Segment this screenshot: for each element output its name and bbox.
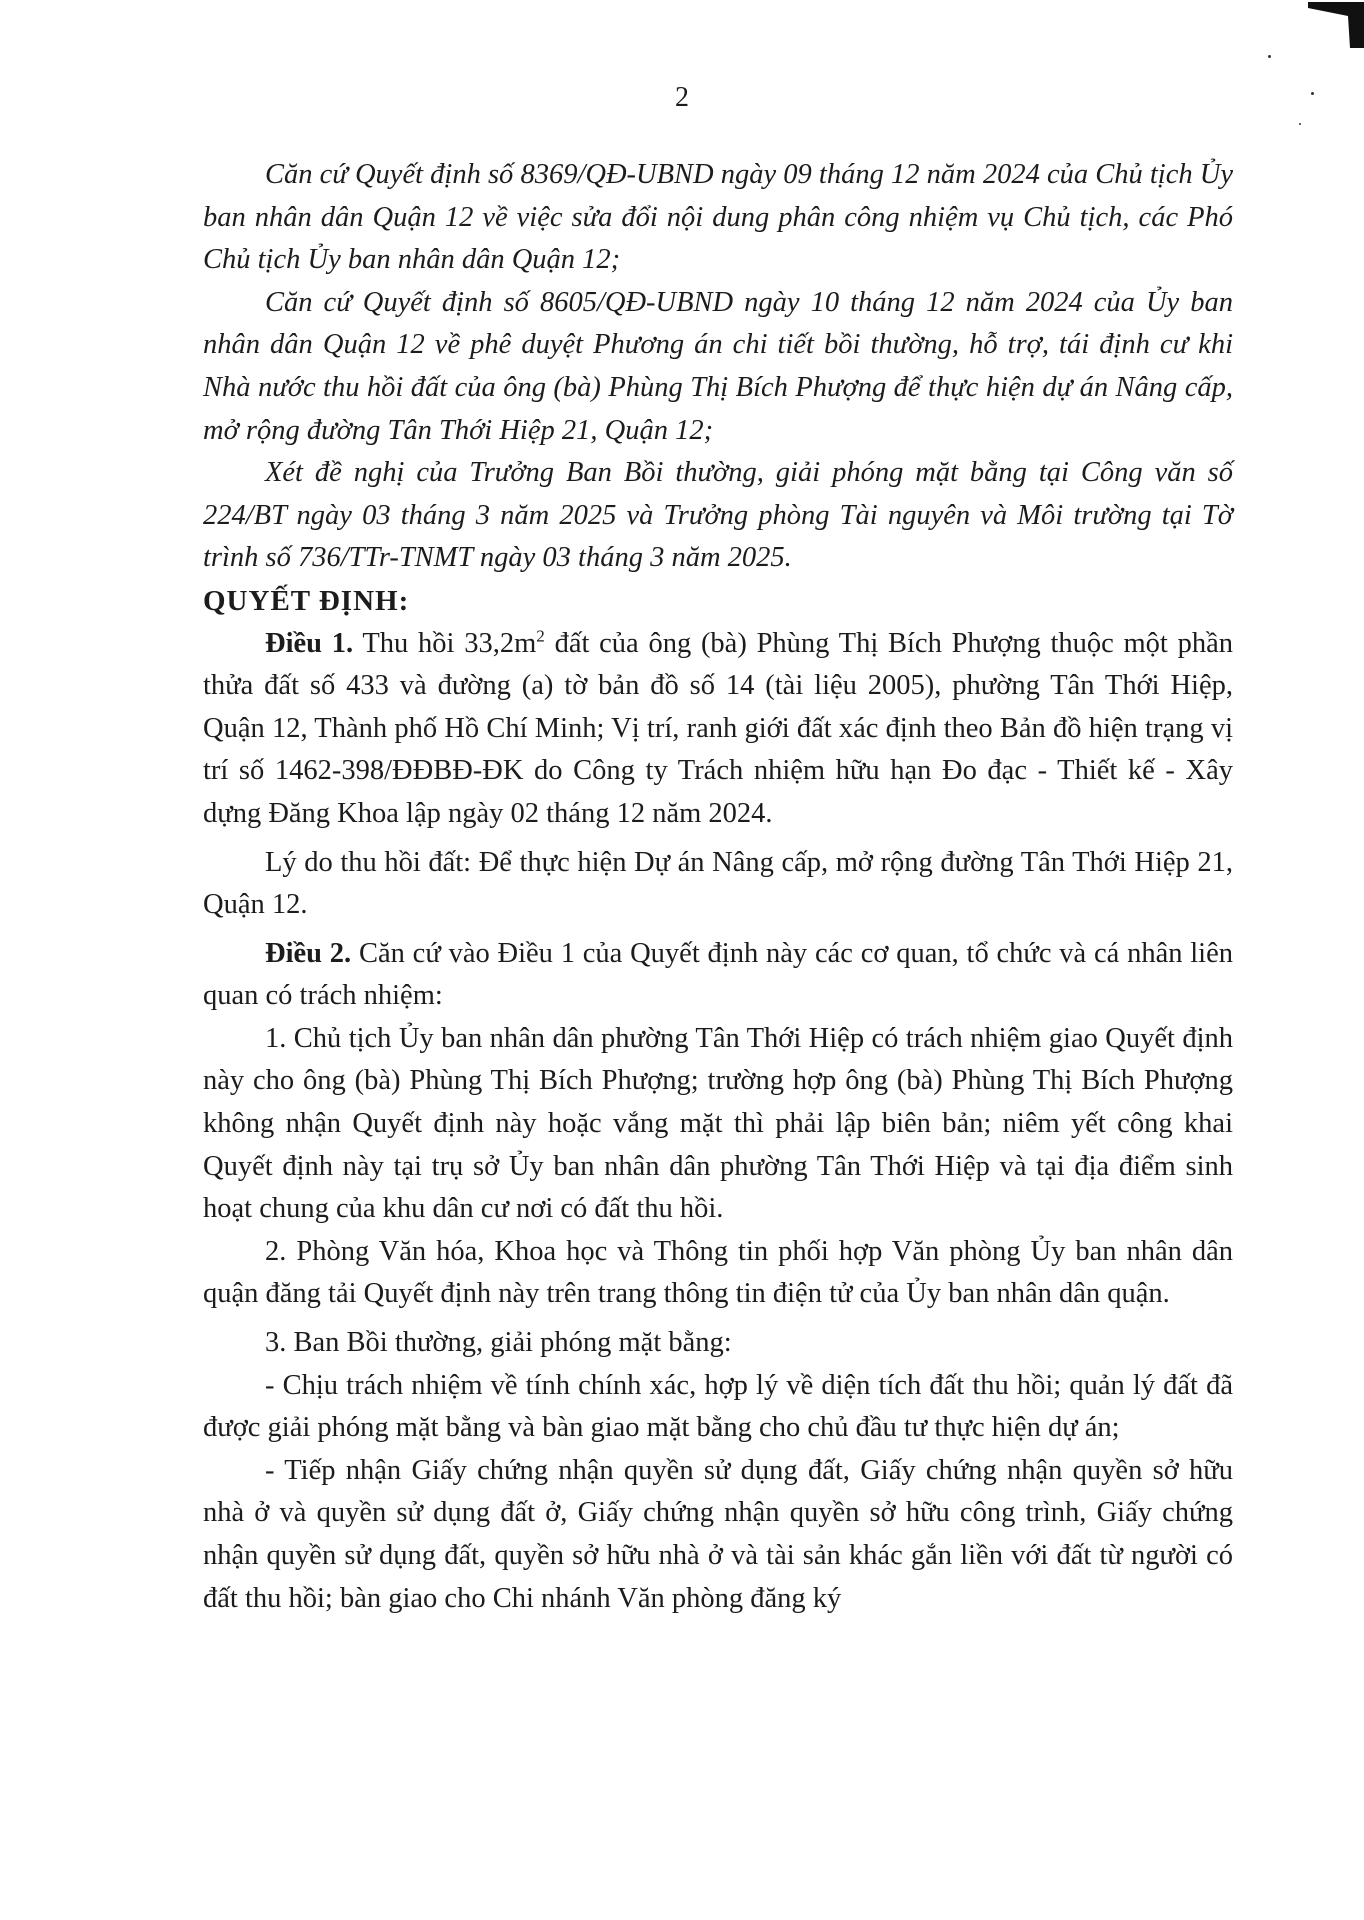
article-2-item: 3. Ban Bồi thường, giải phóng mặt bằng: bbox=[265, 1327, 732, 1359]
article-1-paragraph bbox=[203, 623, 1233, 836]
article-1-reason: Lý do thu hồi đất: Để thực hiện Dự án Nâng cấp, mở rộng đường Tân Thới Hiệp 21, Quận 12. bbox=[203, 846, 1233, 921]
article-2-item: 1. Chủ tịch Ủy ban nhân dân phường Tân Thới Hiệp có trách nhiệm giao Quyết định này cho ông (bà) Phùng Thị Bích Phượng; trường hợp ông (bà) Phùng Thị Bích Phượng không nhận Quyết định này hoặc vắng mặt thì phải lập biên bản; niêm yết công khai Quyết định này tại trụ sở Ủy ban nhân dân phường Tân Thới Hiệp và tại địa điểm sinh hoạt chung của khu dân cư nơi có đất thu hồi. bbox=[203, 1022, 1233, 1225]
page-number: 2 bbox=[675, 82, 689, 113]
article-2-item: - Tiếp nhận Giấy chứng nhận quyền sử dụng đất, Giấy chứng nhận quyền sở hữu nhà ở và quyền sử dụng đất ở, Giấy chứng nhận quyền sở hữu công trình, Giấy chứng nhận quyền sử dụng đất, quyền sở hữu nhà ở và tài sản khác gắn liền với đất từ người có đất thu hồi; bàn giao cho Chi nhánh Văn phòng đăng ký bbox=[203, 1454, 1233, 1614]
scan-speck bbox=[1268, 55, 1271, 58]
article-2-item: 2. Phòng Văn hóa, Khoa học và Thông tin phối hợp Văn phòng Ủy ban nhân dân quận đăng tải Quyết định này trên trang thông tin điện tử của Ủy ban nhân dân quận. bbox=[203, 1235, 1233, 1310]
article-2-label: Điều 2. bbox=[265, 937, 352, 969]
article-2-text: Căn cứ vào Điều 1 của Quyết định này các cơ quan, tổ chức và cá nhân liên quan có trách nhiệm: bbox=[203, 937, 1234, 1012]
scan-speck bbox=[1299, 123, 1301, 125]
decision-heading: QUYẾT ĐỊNH: bbox=[203, 584, 410, 617]
document-body bbox=[203, 154, 1233, 1620]
article-1-text-b: đất của ông (bà) Phùng Thị Bích Phượng thuộc một phần thửa đất số 433 và đường (a) tờ bản đồ số 14 (tài liệu 2005), phường Tân Thới Hiệp, Quận 12, Thành phố Hồ Chí Minh; Vị trí, ranh giới đất xác định theo Bản đồ hiện trạng vị trí số 1462-398/ĐĐBĐ-ĐK do Công ty Trách nhiệm hữu hạn Đo đạc - Thiết kế - Xây dựng Đăng Khoa lập ngày 02 tháng 12 năm 2024. bbox=[203, 627, 1234, 829]
area-unit-superscript: 2 bbox=[536, 626, 545, 646]
article-1-text-a: Thu hồi 33,2m bbox=[353, 627, 537, 659]
article-2-item: - Chịu trách nhiệm về tính chính xác, hợp lý về diện tích đất thu hồi; quản lý đất đã được giải phóng mặt bằng và bàn giao mặt bằng cho chủ đầu tư thực hiện dự án; bbox=[203, 1369, 1233, 1444]
recital-paragraph: Xét đề nghị của Trưởng Ban Bồi thường, giải phóng mặt bằng tại Công văn số 224/BT ngày 03 tháng 3 năm 2025 và Trưởng phòng Tài nguyên và Môi trường tại Tờ trình số 736/TTr-TNMT ngày 03 tháng 3 năm 2025. bbox=[203, 457, 1233, 574]
article-2-paragraph bbox=[203, 933, 1233, 1018]
recital-paragraph: Căn cứ Quyết định số 8369/QĐ-UBND ngày 09 tháng 12 năm 2024 của Chủ tịch Ủy ban nhân dân Quận 12 về việc sửa đổi nội dung phân công nhiệm vụ Chủ tịch, các Phó Chủ tịch Ủy ban nhân dân Quận 12; bbox=[203, 159, 1233, 276]
recital-paragraph: Căn cứ Quyết định số 8605/QĐ-UBND ngày 10 tháng 12 năm 2024 của Ủy ban nhân dân Quận 12 về phê duyệt Phương án chi tiết bồi thường, hỗ trợ, tái định cư khi Nhà nước thu hồi đất của ông (bà) Phùng Thị Bích Phượng để thực hiện dự án Nâng cấp, mở rộng đường Tân Thới Hiệp 21, Quận 12; bbox=[203, 286, 1233, 446]
scan-corner-mark bbox=[1304, 0, 1364, 60]
article-1-label: Điều 1. bbox=[265, 627, 354, 659]
